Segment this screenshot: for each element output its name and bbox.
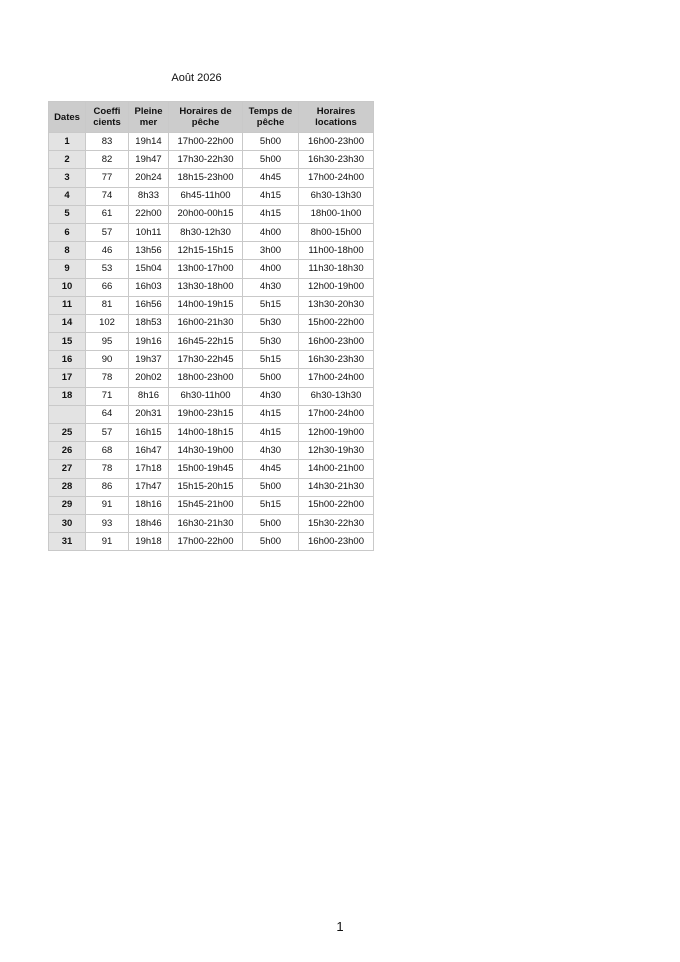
coefficient-cell: 91: [86, 496, 129, 514]
coefficient-cell: 53: [86, 260, 129, 278]
table-row: [49, 514, 374, 532]
rental-hours-cell: 6h30-13h30: [299, 187, 374, 205]
high-tide-cell: 17h47: [129, 478, 169, 496]
fishing-schedule-table: [48, 101, 374, 551]
table-row: [49, 133, 374, 151]
fishing-hours-cell: 16h45-22h15: [169, 333, 243, 351]
coefficient-cell: 102: [86, 314, 129, 332]
date-cell: 15: [49, 333, 86, 351]
date-cell: 1: [49, 133, 86, 151]
rental-hours-cell: 16h00-23h00: [299, 333, 374, 351]
fishing-hours-cell: 6h30-11h00: [169, 387, 243, 405]
table-row: [49, 405, 374, 423]
fishing-duration-cell: 4h15: [243, 424, 299, 442]
high-tide-cell: 18h46: [129, 514, 169, 532]
fishing-hours-cell: 14h00-18h15: [169, 424, 243, 442]
table-row: [49, 387, 374, 405]
fishing-duration-cell: 3h00: [243, 242, 299, 260]
fishing-hours-cell: 12h15-15h15: [169, 242, 243, 260]
coefficient-cell: 66: [86, 278, 129, 296]
page-title: Août 2026: [171, 72, 222, 84]
table-row: [49, 442, 374, 460]
coefficient-cell: 64: [86, 405, 129, 423]
rental-hours-cell: 12h30-19h30: [299, 442, 374, 460]
high-tide-cell: 20h31: [129, 405, 169, 423]
high-tide-cell: 18h16: [129, 496, 169, 514]
coefficient-cell: 78: [86, 460, 129, 478]
rental-hours-cell: 12h00-19h00: [299, 278, 374, 296]
date-cell: 17: [49, 369, 86, 387]
rental-hours-cell: 17h00-24h00: [299, 369, 374, 387]
high-tide-cell: 8h33: [129, 187, 169, 205]
header-dates: Dates: [49, 102, 86, 133]
fishing-duration-cell: 4h00: [243, 223, 299, 241]
high-tide-cell: 13h56: [129, 242, 169, 260]
table-row: [49, 369, 374, 387]
fishing-duration-cell: 4h30: [243, 278, 299, 296]
fishing-hours-cell: 15h00-19h45: [169, 460, 243, 478]
fishing-duration-cell: 4h30: [243, 387, 299, 405]
rental-hours-cell: 6h30-13h30: [299, 387, 374, 405]
table-row: [49, 496, 374, 514]
coefficient-cell: 68: [86, 442, 129, 460]
high-tide-cell: 20h02: [129, 369, 169, 387]
date-cell: 28: [49, 478, 86, 496]
fishing-hours-cell: 6h45-11h00: [169, 187, 243, 205]
fishing-duration-cell: 4h45: [243, 169, 299, 187]
rental-hours-cell: 16h30-23h30: [299, 151, 374, 169]
header-rental-hours: Horaires locations: [299, 102, 374, 133]
rental-hours-cell: 17h00-24h00: [299, 405, 374, 423]
fishing-hours-cell: 13h00-17h00: [169, 260, 243, 278]
page-number: 1: [336, 919, 344, 934]
fishing-duration-cell: 5h00: [243, 478, 299, 496]
coefficient-cell: 93: [86, 514, 129, 532]
rental-hours-cell: 13h30-20h30: [299, 296, 374, 314]
rental-hours-cell: 12h00-19h00: [299, 424, 374, 442]
table-row: [49, 205, 374, 223]
fishing-duration-cell: 5h15: [243, 351, 299, 369]
rental-hours-cell: 16h00-23h00: [299, 533, 374, 551]
coefficient-cell: 91: [86, 533, 129, 551]
fishing-hours-cell: 13h30-18h00: [169, 278, 243, 296]
table-row: [49, 296, 374, 314]
fishing-duration-cell: 4h15: [243, 187, 299, 205]
date-cell: 16: [49, 351, 86, 369]
table-row: [49, 333, 374, 351]
fishing-duration-cell: 5h00: [243, 514, 299, 532]
coefficient-cell: 83: [86, 133, 129, 151]
table-body: [49, 133, 374, 551]
fishing-duration-cell: 4h30: [243, 442, 299, 460]
rental-hours-cell: 15h00-22h00: [299, 314, 374, 332]
fishing-hours-cell: 17h00-22h00: [169, 533, 243, 551]
date-cell: 18: [49, 387, 86, 405]
high-tide-cell: 20h24: [129, 169, 169, 187]
fishing-hours-cell: 20h00-00h15: [169, 205, 243, 223]
fishing-hours-cell: 15h15-20h15: [169, 478, 243, 496]
date-cell: 29: [49, 496, 86, 514]
date-cell: 26: [49, 442, 86, 460]
table-row: [49, 278, 374, 296]
coefficient-cell: 71: [86, 387, 129, 405]
fishing-duration-cell: 5h15: [243, 496, 299, 514]
date-cell: 14: [49, 314, 86, 332]
coefficient-cell: 90: [86, 351, 129, 369]
high-tide-cell: 19h37: [129, 351, 169, 369]
coefficient-cell: 95: [86, 333, 129, 351]
coefficient-cell: 74: [86, 187, 129, 205]
fishing-duration-cell: 5h00: [243, 133, 299, 151]
header-fishing-duration: Temps de pêche: [243, 102, 299, 133]
high-tide-cell: 19h14: [129, 133, 169, 151]
header-coefficients: Coeffi cients: [86, 102, 129, 133]
date-cell: 4: [49, 187, 86, 205]
table-row: [49, 478, 374, 496]
fishing-hours-cell: 8h30-12h30: [169, 223, 243, 241]
fishing-duration-cell: 4h45: [243, 460, 299, 478]
fishing-hours-cell: 18h15-23h00: [169, 169, 243, 187]
table-row: [49, 223, 374, 241]
fishing-duration-cell: 4h15: [243, 405, 299, 423]
fishing-duration-cell: 5h30: [243, 333, 299, 351]
high-tide-cell: 8h16: [129, 387, 169, 405]
table-row: [49, 351, 374, 369]
rental-hours-cell: 8h00-15h00: [299, 223, 374, 241]
coefficient-cell: 57: [86, 223, 129, 241]
table-row: [49, 151, 374, 169]
high-tide-cell: 19h18: [129, 533, 169, 551]
high-tide-cell: 16h56: [129, 296, 169, 314]
table-row: [49, 314, 374, 332]
rental-hours-cell: 16h00-23h00: [299, 133, 374, 151]
table-row: [49, 424, 374, 442]
date-cell: 27: [49, 460, 86, 478]
rental-hours-cell: 14h00-21h00: [299, 460, 374, 478]
table-header-row: [49, 102, 374, 133]
rental-hours-cell: 16h30-23h30: [299, 351, 374, 369]
fishing-duration-cell: 5h00: [243, 151, 299, 169]
fishing-hours-cell: 14h30-19h00: [169, 442, 243, 460]
high-tide-cell: 16h47: [129, 442, 169, 460]
date-cell: 25: [49, 424, 86, 442]
table-row: [49, 187, 374, 205]
rental-hours-cell: 14h30-21h30: [299, 478, 374, 496]
fishing-hours-cell: 17h30-22h45: [169, 351, 243, 369]
high-tide-cell: 10h11: [129, 223, 169, 241]
fishing-duration-cell: 5h30: [243, 314, 299, 332]
table-row: [49, 460, 374, 478]
fishing-hours-cell: 17h30-22h30: [169, 151, 243, 169]
fishing-hours-cell: 18h00-23h00: [169, 369, 243, 387]
high-tide-cell: 19h16: [129, 333, 169, 351]
coefficient-cell: 81: [86, 296, 129, 314]
coefficient-cell: 82: [86, 151, 129, 169]
date-cell: [49, 405, 86, 423]
date-cell: 2: [49, 151, 86, 169]
high-tide-cell: 16h03: [129, 278, 169, 296]
fishing-hours-cell: 19h00-23h15: [169, 405, 243, 423]
fishing-hours-cell: 14h00-19h15: [169, 296, 243, 314]
fishing-duration-cell: 5h00: [243, 533, 299, 551]
table-row: [49, 242, 374, 260]
rental-hours-cell: 17h00-24h00: [299, 169, 374, 187]
fishing-hours-cell: 16h30-21h30: [169, 514, 243, 532]
fishing-duration-cell: 5h00: [243, 369, 299, 387]
coefficient-cell: 57: [86, 424, 129, 442]
rental-hours-cell: 11h30-18h30: [299, 260, 374, 278]
high-tide-cell: 19h47: [129, 151, 169, 169]
rental-hours-cell: 15h00-22h00: [299, 496, 374, 514]
coefficient-cell: 77: [86, 169, 129, 187]
high-tide-cell: 22h00: [129, 205, 169, 223]
coefficient-cell: 61: [86, 205, 129, 223]
rental-hours-cell: 15h30-22h30: [299, 514, 374, 532]
table-row: [49, 169, 374, 187]
table-row: [49, 533, 374, 551]
date-cell: 5: [49, 205, 86, 223]
high-tide-cell: 17h18: [129, 460, 169, 478]
header-fishing-hours: Horaires de pêche: [169, 102, 243, 133]
fishing-duration-cell: 4h15: [243, 205, 299, 223]
table-row: [49, 260, 374, 278]
high-tide-cell: 18h53: [129, 314, 169, 332]
fishing-hours-cell: 17h00-22h00: [169, 133, 243, 151]
date-cell: 11: [49, 296, 86, 314]
date-cell: 10: [49, 278, 86, 296]
rental-hours-cell: 18h00-1h00: [299, 205, 374, 223]
coefficient-cell: 78: [86, 369, 129, 387]
fishing-duration-cell: 5h15: [243, 296, 299, 314]
coefficient-cell: 46: [86, 242, 129, 260]
fishing-hours-cell: 16h00-21h30: [169, 314, 243, 332]
fishing-hours-cell: 15h45-21h00: [169, 496, 243, 514]
date-cell: 9: [49, 260, 86, 278]
date-cell: 3: [49, 169, 86, 187]
high-tide-cell: 15h04: [129, 260, 169, 278]
high-tide-cell: 16h15: [129, 424, 169, 442]
date-cell: 31: [49, 533, 86, 551]
coefficient-cell: 86: [86, 478, 129, 496]
date-cell: 30: [49, 514, 86, 532]
rental-hours-cell: 11h00-18h00: [299, 242, 374, 260]
fishing-duration-cell: 4h00: [243, 260, 299, 278]
date-cell: 8: [49, 242, 86, 260]
date-cell: 6: [49, 223, 86, 241]
header-high-tide: Pleine mer: [129, 102, 169, 133]
